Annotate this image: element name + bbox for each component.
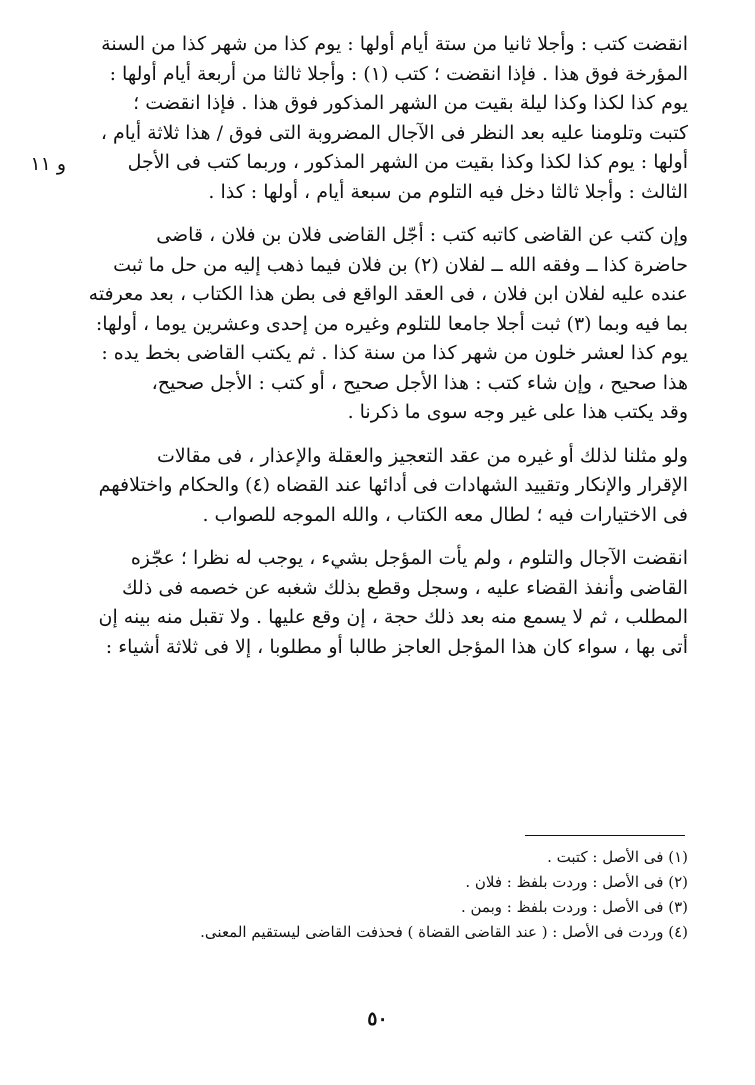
text-line: انقضت كتب : وأجلا ثانيا من ستة أيام أولها : يوم كذا من شهر كذا من السنة: [101, 33, 688, 55]
text-line: عنده عليه لفلان ابن فلان ، فى العقد الواقع فى بطن هذا الكتاب ، بعد معرفته: [88, 283, 688, 305]
text-line: وقد يكتب هذا على غير وجه سوى ما ذكرنا .: [347, 401, 688, 423]
paragraph: [70, 442, 688, 531]
text-line: الثالث : وأجلا ثالثا دخل فيه التلوم من سبعة أيام ، أولها : كذا .: [208, 180, 688, 203]
text-line: ولو مثلنا لذلك أو غيره من عقد التعجيز والعقلة والإعذار ، فى مقالات: [156, 444, 688, 467]
footnotes: [70, 845, 688, 945]
text-line: يوم كذا لعشر خلون من شهر كذا من سنة كذا . ثم يكتب القاضى بخط يده :: [101, 342, 688, 364]
footnote: (٢) فى الأصل : وردت بلفظ : فلان .: [465, 873, 688, 891]
footnote: (١) فى الأصل : كتبت .: [547, 848, 688, 866]
text-line: حاضرة كذا ــ وفقه الله ــ لفلان (٢) بن فلان فيما ذهب إليه من حل ما ثبت: [113, 253, 688, 276]
paragraph: [70, 221, 688, 428]
text-line: بما فيه وبما (٣) ثبت أجلا جامعا للتلوم وغيره من إحدى وعشرين يوما ، أولها:: [95, 312, 688, 335]
text-line: أتى بها ، سواء كان هذا المؤجل العاجز طالبا أو مطلوبا ، إلا فى ثلاثة أشياء :: [105, 635, 688, 658]
main-text: [70, 30, 688, 676]
margin-folio-note: و ١١: [30, 153, 66, 175]
footnote: (٣) فى الأصل : وردت بلفظ : وبمن .: [460, 898, 688, 916]
text-line: الإقرار والإنكار وتقييد الشهادات فى أدائها عند القضاه (٤) والحكام واختلافهم: [98, 474, 688, 496]
text-line: انقضت الآجال والتلوم ، ولم يأت المؤجل بشيء ، يوجب له نظرا ؛ عجّزه: [130, 547, 688, 569]
text-line: المؤرخة فوق هذا . فإذا انقضت ؛ كتب (١) : وأجلا ثالثا من أربعة أيام أولها :: [109, 62, 688, 85]
footnote: (٤) وردت فى الأصل : ( عند القاضى القضاة ) فحذفت القاضى ليستقيم المعنى.: [200, 923, 688, 941]
text-line: أولها : يوم كذا لكذا وكذا بقيت من الشهر المذكور ، وربما كتب فى الأجل: [127, 151, 688, 173]
paragraph: [70, 544, 688, 662]
footnote-divider: [525, 835, 685, 836]
page-number: ٥٠: [367, 1008, 388, 1030]
text-line: يوم كذا لكذا وكذا ليلة بقيت من الشهر المذكور فوق هذا . فإذا انقضت ؛: [133, 92, 688, 114]
text-line: وإن كتب عن القاضى كاتبه كتب : أجّل القاضى فلان بن فلان ، قاضى: [156, 224, 688, 246]
text-line: هذا صحيح ، وإن شاء كتب : هذا الأجل صحيح ، أو كتب : الأجل صحيح،: [151, 371, 688, 394]
text-line: المطلب ، ثم لا يسمع منه بعد ذلك حجة ، إن وقع عليها . ولا تقبل منه بينه إن: [98, 606, 688, 628]
paragraph: [70, 30, 688, 207]
text-line: القاضى وأنفذ القضاء عليه ، وسجل وقطع بذلك شغبه عن خصمه فى ذلك: [122, 576, 688, 599]
text-line: فى الاختيارات فيه ؛ لطال معه الكتاب ، والله الموجه للصواب .: [202, 503, 688, 526]
text-line: كتبت وتلومنا عليه بعد النظر فى الآجال المضروبة التى فوق / هذا ثلاثة أيام ،: [100, 121, 688, 144]
